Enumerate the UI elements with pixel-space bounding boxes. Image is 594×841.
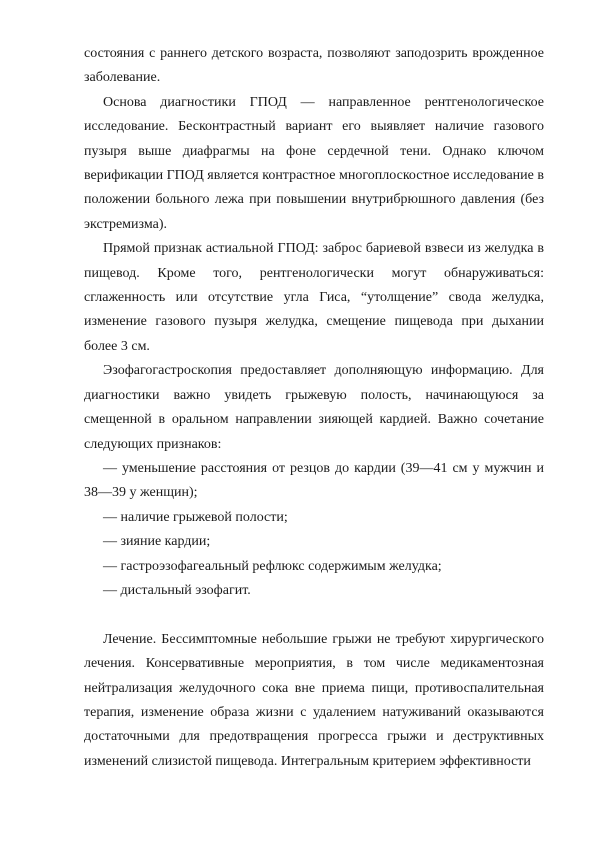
paragraph-xray-diagnosis: Основа диагностики ГПОД — направленное рентгенологическое исследование. Бесконтрастный вариант его выявляет наличие газового пузыря выше диафрагмы на фоне сердечной тени. Однако ключом верификации ГПОД является контрастное многоплоскостное исследование в положении больного лежа при повышении внутрибрюшного давления (без экстремизма). <box>84 94 544 232</box>
list-item: — дистальный эзофагит. <box>103 582 251 598</box>
list-item: — уменьшение расстояния от резцов до кардии (39—41 см у мужчин и 38—39 у женщин); <box>84 460 544 501</box>
paragraph-endoscopy: Эзофагогастроскопия предоставляет дополняющую информацию. Для диагностики важно увидеть грыжевую полость, начинающуюся за смещенной в оральном направлении зияющей кардией. Важно сочетание следующих признаков: <box>84 363 544 452</box>
list-item: — наличие грыжевой полости; <box>103 509 288 525</box>
paragraph-spacer <box>84 603 544 627</box>
list-item: — зияние кардии; <box>103 534 211 550</box>
paragraph-direct-sign: Прямой признак астиальной ГПОД: заброс бариевой взвеси из желудка в пищевод. Кроме того, рентгенологически могут обнаруживаться: сглаженность или отсутствие угла Гиса, “утолщение” свода желудка, изменение газового пузыря желудка, смещение пищевода при дыхании более 3 см. <box>84 241 544 354</box>
paragraph-continuation: состояния с раннего детского возраста, позволяют заподозрить врожденное заболевание. <box>84 46 544 86</box>
list-item: — гастроэзофагеальный рефлюкс содержимым желудка; <box>103 558 442 574</box>
paragraph-treatment: Лечение. Бессимптомные небольшие грыжи не требуют хирургического лечения. Консервативные мероприятия, в том числе медикаментозная нейтрализация желудочного сока вне приема пищи, противоспалительная терапия, изменение образа жизни с удалением натуживаний оказываются достаточными для предотвращения прогресса грыжи и деструктивных изменений слизистой пищевода. Интегральным критерием эффективности <box>84 631 544 769</box>
